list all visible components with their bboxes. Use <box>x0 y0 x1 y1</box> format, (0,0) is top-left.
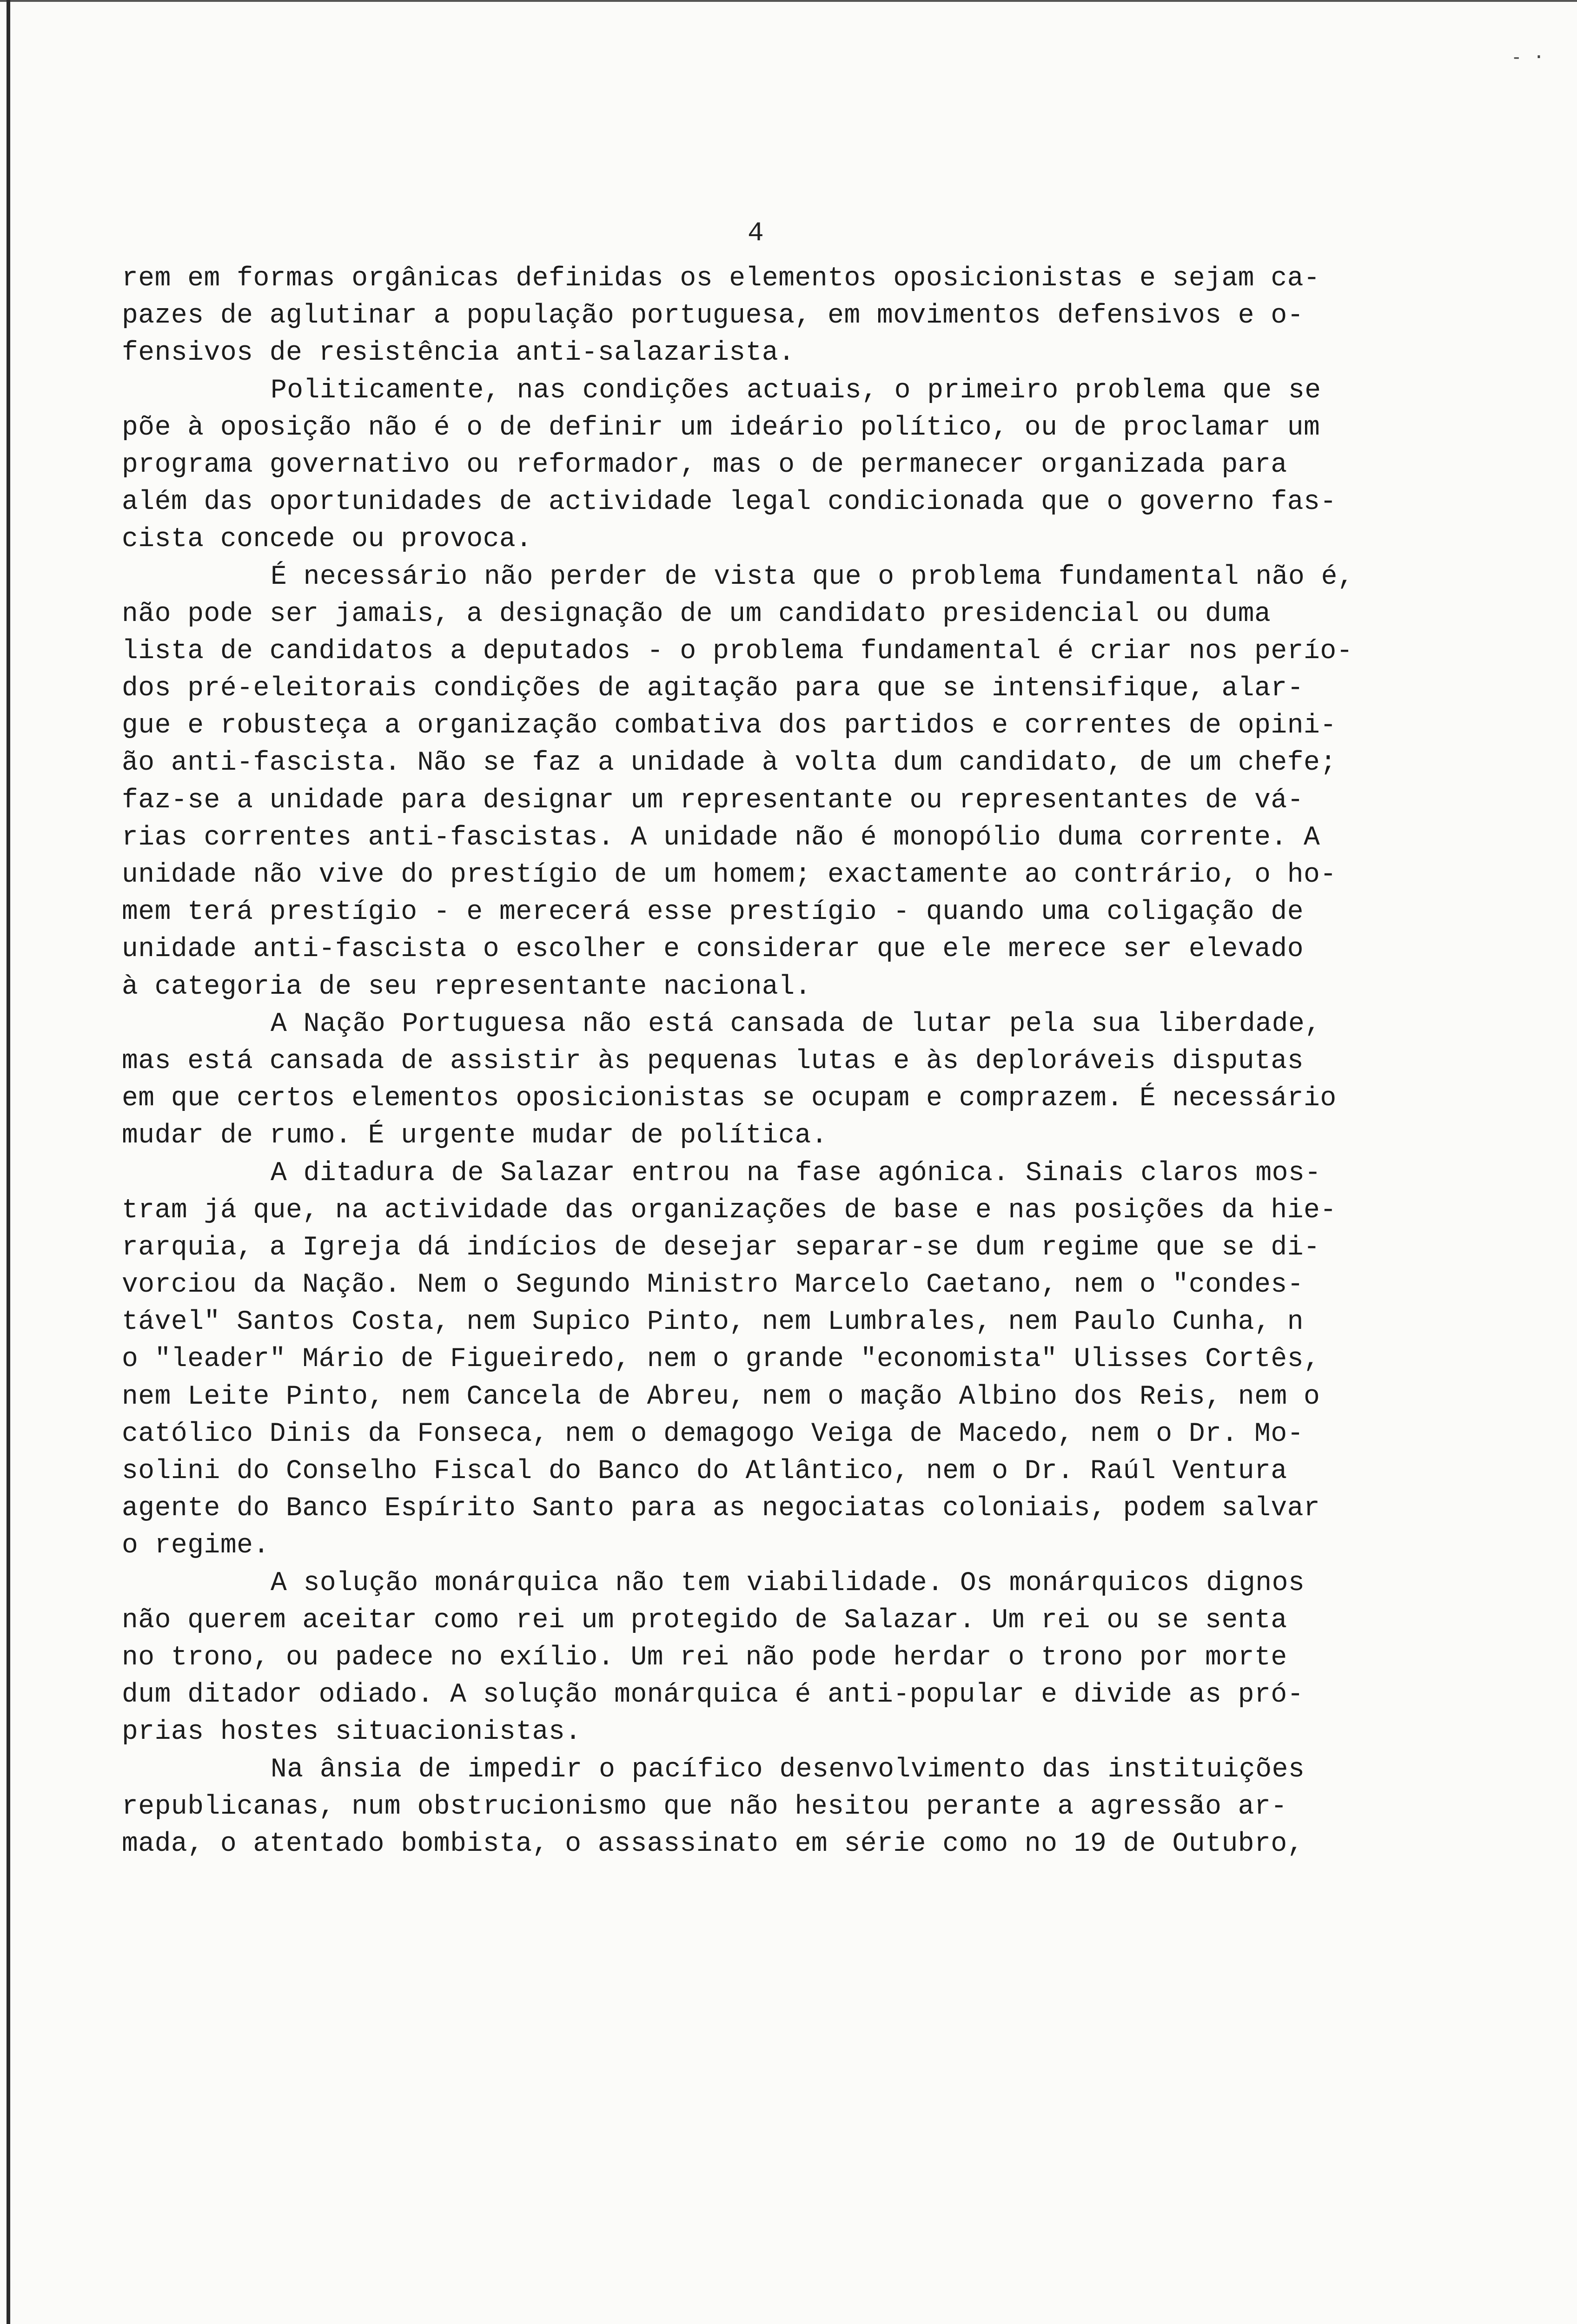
text-line: gue e robusteça a organização combativa dos partidos e correntes de opini- <box>122 711 1337 741</box>
text-line: não querem aceitar como rei um protegido de Salazar. Um rei ou se senta <box>122 1605 1287 1636</box>
text-line: mudar de rumo. É urgente mudar de política. <box>122 1121 828 1151</box>
text-line: faz-se a unidade para designar um representante ou representantes de vá- <box>122 785 1304 816</box>
text-line: agente do Banco Espírito Santo para as negociatas coloniais, podem salvar <box>122 1493 1320 1524</box>
text-line: põe à oposição não é o de definir um ideário político, ou de proclamar um <box>122 412 1320 443</box>
text-line: cista concede ou provoca. <box>122 524 532 555</box>
text-line: fensivos de resistência anti-salazarista. <box>122 338 795 369</box>
text-line: Na ânsia de impedir o pacífico desenvolvimento das instituições <box>271 1754 1305 1785</box>
text-line: ão anti-fascista. Não se faz a unidade à volta dum candidato, de um chefe; <box>122 748 1337 779</box>
page-top-edge <box>0 0 1577 2</box>
text-line: à categoria de seu representante nacional. <box>122 971 811 1002</box>
text-line: vorciou da Nação. Nem o Segundo Ministro Marcelo Caetano, nem o "condes- <box>122 1270 1304 1301</box>
page-number: 4 <box>748 218 764 249</box>
text-line: programa governativo ou reformador, mas o de permanecer organizada para <box>122 449 1287 480</box>
text-line: republicanas, num obstrucionismo que não hesitou perante a agressão ar- <box>122 1791 1287 1822</box>
text-line: mem terá prestígio - e merecerá esse prestígio - quando uma coligação de <box>122 897 1304 928</box>
text-line: A solução monárquica não tem viabilidade. Os monárquicos dignos <box>271 1568 1305 1598</box>
text-line: tram já que, na actividade das organizações de base e nas posições da hie- <box>122 1195 1337 1226</box>
text-line: A ditadura de Salazar entrou na fase agónica. Sinais claros mos- <box>271 1158 1321 1188</box>
text-line: A Nação Portuguesa não está cansada de lutar pela sua liberdade, <box>271 1009 1321 1039</box>
text-line: rias correntes anti-fascistas. A unidade não é monopólio duma corrente. A <box>122 822 1320 853</box>
text-line: pazes de aglutinar a população portuguesa, em movimentos defensivos e o- <box>122 301 1304 331</box>
text-line: prias hostes situacionistas. <box>122 1717 582 1748</box>
text-line: dum ditador odiado. A solução monárquica é anti-popular e divide as pró- <box>122 1680 1304 1710</box>
text-line: solini do Conselho Fiscal do Banco do Atlântico, nem o Dr. Raúl Ventura <box>122 1456 1287 1486</box>
text-line: em que certos elementos oposicionistas se ocupam e comprazem. É necessário <box>122 1083 1337 1114</box>
text-line: rem em formas orgânicas definidas os elementos oposicionistas e sejam ca- <box>122 264 1320 294</box>
text-line: lista de candidatos a deputados - o problema fundamental é criar nos perío- <box>122 636 1353 667</box>
text-line: o "leader" Mário de Figueiredo, nem o grande "economista" Ulisses Cortês, <box>122 1344 1320 1375</box>
text-line: unidade anti-fascista o escolher e considerar que ele merece ser elevado <box>122 934 1304 965</box>
text-line: mas está cansada de assistir às pequenas lutas e às deploráveis disputas <box>122 1046 1304 1076</box>
text-line: É necessário não perder de vista que o problema fundamental não é, <box>271 561 1354 592</box>
text-line: mada, o atentado bombista, o assassinato em série como no 19 de Outubro, <box>122 1829 1304 1859</box>
text-line: unidade não vive do prestígio de um homem; exactamente ao contrário, o ho- <box>122 860 1337 890</box>
corner-mark: - · <box>1511 46 1544 68</box>
document-body-text <box>122 260 1544 1863</box>
text-line: além das oportunidades de actividade legal condicionada que o governo fas- <box>122 487 1337 518</box>
text-line: rarquia, a Igreja dá indícios de desejar separar-se dum regime que se di- <box>122 1232 1320 1263</box>
text-line: nem Leite Pinto, nem Cancela de Abreu, nem o mação Albino dos Reis, nem o <box>122 1381 1320 1412</box>
text-line: no trono, ou padece no exílio. Um rei não pode herdar o trono por morte <box>122 1642 1287 1673</box>
text-line: católico Dinis da Fonseca, nem o demagogo Veiga de Macedo, nem o Dr. Mo- <box>122 1419 1304 1449</box>
text-line: não pode ser jamais, a designação de um candidato presidencial ou duma <box>122 599 1271 629</box>
text-line: dos pré-eleitorais condições de agitação para que se intensifique, alar- <box>122 673 1304 704</box>
text-line: o regime. <box>122 1531 270 1561</box>
text-line: Politicamente, nas condições actuais, o primeiro problema que se <box>271 375 1321 406</box>
text-line: tável" Santos Costa, nem Supico Pinto, nem Lumbrales, nem Paulo Cunha, n <box>122 1307 1304 1338</box>
page-left-edge <box>7 0 10 2324</box>
